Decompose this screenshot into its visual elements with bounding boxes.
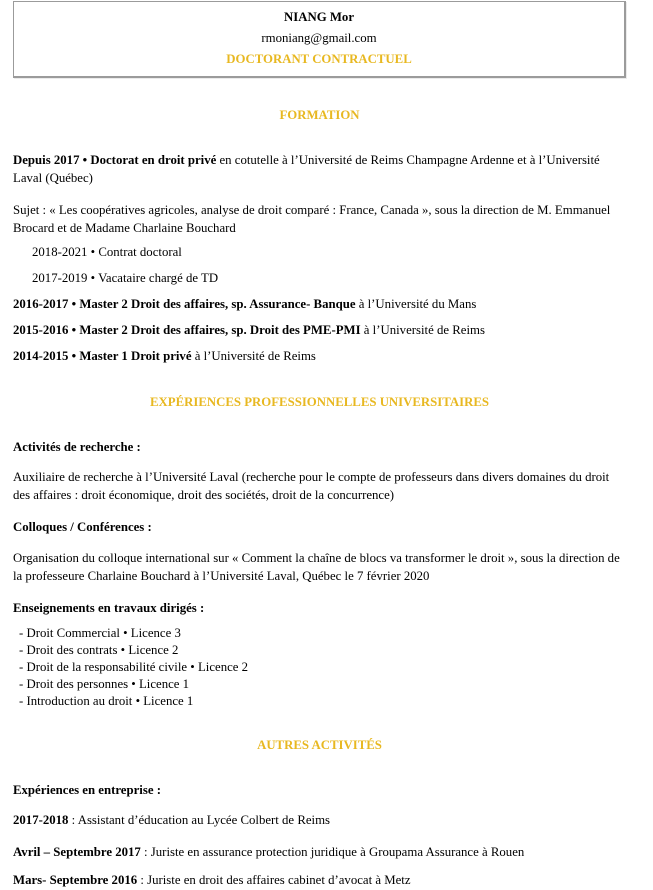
candidate-name: NIANG Mor [283, 10, 354, 24]
recherche-text: Auxiliaire de recherche à l’Université Laval (recherche pour le compte de professeurs dans divers domaines du droit des affaires : droit économique, droit des sociétés, droit de la concurrence) [13, 470, 610, 502]
entreprise-exp-avril-2017 [13, 843, 626, 861]
formation-master2-pme-detail: à l’Université de Reims [360, 323, 485, 337]
enseignements-label: Enseignements en travaux dirigés : [13, 601, 205, 615]
cv-body [13, 108, 626, 889]
formation-contrat-doctoral: 2018-2021 • Contrat doctoral [32, 245, 182, 259]
section-heading-formation: FORMATION [279, 108, 360, 122]
course-item: - Droit des contrats • Licence 2 [19, 643, 179, 657]
formation-doctorat-detail: en cotutelle à l’Université de Reims Champagne Ardenne et à l’Université Laval (Québec) [13, 153, 600, 185]
formation-vacataire: 2017-2019 • Vacataire chargé de TD [32, 271, 219, 285]
formation-master2-assurance [13, 295, 626, 313]
formation-doctorat-degree: Depuis 2017 • Doctorat en droit privé [13, 153, 217, 167]
course-list [19, 625, 626, 710]
formation-master1 [13, 347, 626, 365]
entreprise-exp-mars-2016-detail: : Juriste en droit des affaires cabinet d’avocat à Metz [137, 873, 411, 887]
entreprise-exp-2017-2018-detail: : Assistant d’éducation au Lycée Colbert de Reims [68, 813, 331, 827]
cv-page [0, 1, 653, 890]
course-item: - Droit Commercial • Licence 3 [19, 626, 181, 640]
entreprise-exp-2017-2018-period: 2017-2018 [13, 813, 69, 827]
course-item: - Introduction au droit • Licence 1 [19, 694, 194, 708]
course-item: - Droit de la responsabilité civile • Licence 2 [19, 660, 249, 674]
formation-doctorat [13, 151, 626, 187]
section-heading-autres: AUTRES ACTIVITÉS [257, 738, 382, 752]
candidate-email: rmoniang@gmail.com [261, 31, 377, 45]
entreprise-exp-mars-2016 [13, 871, 626, 889]
colloques-label: Colloques / Conférences : [13, 520, 152, 534]
formation-master2-pme [13, 321, 626, 339]
course-item: - Droit des personnes • Licence 1 [19, 677, 190, 691]
formation-master2-pme-degree: 2015-2016 • Master 2 Droit des affaires, sp. Droit des PME-PMI [13, 323, 361, 337]
formation-master1-degree: 2014-2015 • Master 1 Droit privé [13, 349, 192, 363]
recherche-label: Activités de recherche : [13, 440, 141, 454]
entreprise-exp-2017-2018 [13, 811, 626, 829]
formation-master2-assurance-degree: 2016-2017 • Master 2 Droit des affaires, sp. Assurance- Banque [13, 297, 356, 311]
colloques-text: Organisation du colloque international sur « Comment la chaîne de blocs va transformer le droit », sous la direction de la professeure Charlaine Bouchard à l’Université Laval, Québec le 7 février 2020 [13, 551, 620, 583]
candidate-header [13, 1, 626, 78]
formation-master1-detail: à l’Université de Reims [191, 349, 316, 363]
candidate-title: DOCTORANT CONTRACTUEL [226, 52, 412, 66]
entreprise-exp-mars-2016-period: Mars- Septembre 2016 [13, 873, 138, 887]
formation-sujet: Sujet : « Les coopératives agricoles, analyse de droit comparé : France, Canada », sous la direction de M. Emmanuel Brocard et de Madame Charlaine Bouchard [13, 203, 611, 235]
section-heading-experiences: EXPÉRIENCES PROFESSIONNELLES UNIVERSITAIRES [150, 395, 489, 409]
entreprise-exp-avril-2017-period: Avril – Septembre 2017 [13, 845, 141, 859]
formation-master2-assurance-detail: à l’Université du Mans [355, 297, 477, 311]
entreprise-label: Expériences en entreprise : [13, 783, 161, 797]
entreprise-exp-avril-2017-detail: : Juriste en assurance protection juridique à Groupama Assurance à Rouen [140, 845, 525, 859]
